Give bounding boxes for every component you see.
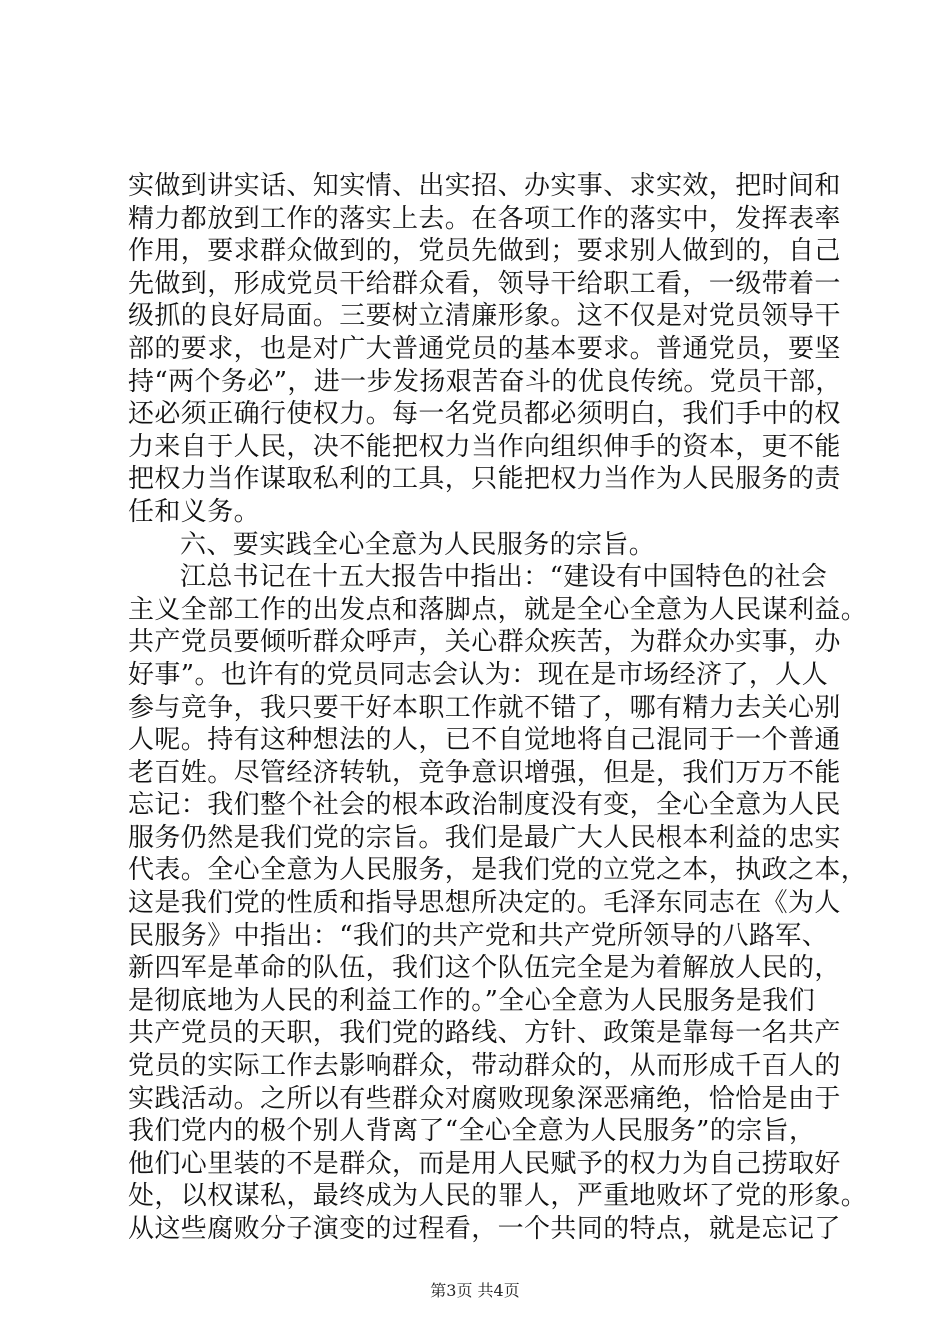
text-line: 人呢。持有这种想法的人，已不自觉地将自己混同于一个普通 [128,725,841,756]
page-footer: 第3页 共4页 [430,1281,520,1300]
text-line: 党员的实际工作去影响群众，带动群众的，从而形成千百人的 [128,1051,841,1082]
text-line: 实做到讲实话、知实情、出实招、办实事、求实效，把时间和 [128,171,841,201]
text-line: 持“两个务必”，进一步发扬艰苦奋斗的优良传统。党员干部， [128,366,842,397]
text-line: 先做到，形成党员干给群众看，领导干给职工看，一级带着一 [128,268,841,299]
text-line: 是彻底地为人民的利益工作的。”全心全意为人民服务是我们 [128,985,816,1016]
paragraph-start: 江总书记在十五大报告中指出：“建设有中国特色的社会 [180,562,828,593]
text-line: 处，以权谋私，最终成为人民的罪人，严重地败坏了党的形象。 [128,1181,868,1212]
text-line: 精力都放到工作的落实上去。在各项工作的落实中，发挥表率 [128,203,841,234]
text-line: 新四军是革命的队伍，我们这个队伍完全是为着解放人民的， [128,953,841,984]
text-line: 级抓的良好局面。三要树立清廉形象。这不仅是对党员领导干 [128,301,841,332]
text-line: 把权力当作谋取私利的工具，只能把权力当作为人民服务的责 [128,464,841,495]
text-line: 作用，要求群众做到的，党员先做到；要求别人做到的，自己 [128,236,841,267]
text-line: 实践活动。之所以有些群众对腐败现象深恶痛绝，恰恰是由于 [128,1083,841,1114]
text-line: 代表。全心全意为人民服务，是我们党的立党之本，执政之本， [128,855,868,886]
text-line: 我们党内的极个别人背离了“全心全意为人民服务”的宗旨， [128,1116,816,1147]
text-line: 任和义务。 [128,496,261,527]
text-line: 参与竞争，我只要干好本职工作就不错了，哪有精力去关心别 [128,692,841,723]
text-line: 服务仍然是我们党的宗旨。我们是最广大人民根本利益的忠实 [128,822,841,853]
text-line: 忘记：我们整个社会的根本政治制度没有变，全心全意为人民 [128,790,841,821]
body-text [128,170,868,1246]
text-line: 共产党员的天职，我们党的路线、方针、政策是靠每一名共产 [128,1018,841,1049]
text-line: 好事”。也许有的党员同志会认为：现在是市场经济了，人人 [128,659,829,690]
text-line: 共产党员要倾听群众呼声，关心群众疾苦，为群众办实事，办 [128,627,841,658]
text-line: 老百姓。尽管经济转轨，竞争意识增强，但是，我们万万不能 [128,757,841,788]
text-line: 主义全部工作的出发点和落脚点，就是全心全意为人民谋利益。 [128,594,868,625]
text-line: 这是我们党的性质和指导思想所决定的。毛泽东同志在《为人 [128,888,841,919]
text-line: 力来自于人民，决不能把权力当作向组织伸手的资本，更不能 [128,431,841,462]
text-line: 民服务》中指出：“我们的共产党和共产党所领导的八路军、 [128,920,829,951]
section-heading: 六、要实践全心全意为人民服务的宗旨。 [180,529,656,560]
text-line: 他们心里装的不是群众，而是用人民赋予的权力为自己捞取好 [128,1148,841,1179]
text-line: 从这些腐败分子演变的过程看，一个共同的特点，就是忘记了 [128,1214,841,1244]
text-line: 还必须正确行使权力。每一名党员都必须明白，我们手中的权 [128,399,841,430]
text-line: 部的要求，也是对广大普通党员的基本要求。普通党员，要坚 [128,333,841,364]
